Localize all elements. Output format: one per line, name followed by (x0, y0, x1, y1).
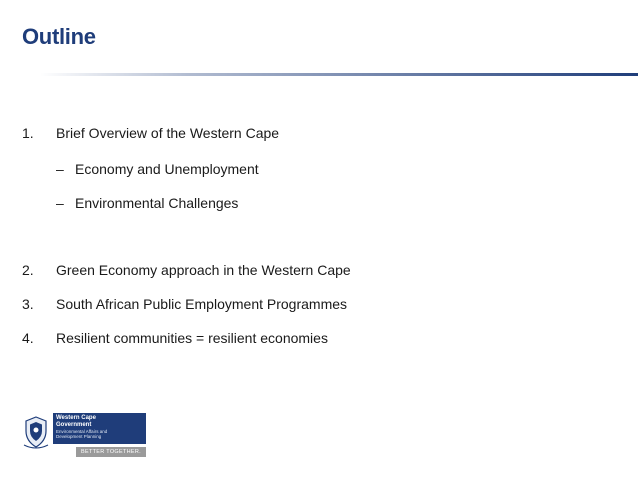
logo-department-line-2: Development Planning (56, 434, 102, 439)
title-divider (40, 73, 638, 76)
outline-item-number: 2. (22, 262, 34, 278)
subitem-dash: – (56, 161, 64, 177)
slide-title: Outline (22, 24, 96, 49)
outline-item-text: Brief Overview of the Western Cape (56, 125, 280, 141)
logo-tagline: BETTER TOGETHER. (76, 447, 146, 457)
outline-item-text: Green Economy approach in the Western Cape (56, 262, 351, 278)
western-cape-government-logo (22, 413, 152, 459)
outline-item-number: 3. (22, 296, 34, 312)
logo-department-line-1: Environmental Affairs and (56, 429, 108, 434)
outline-item-text: Resilient communities = resilient economies (56, 330, 328, 346)
outline-item-number: 4. (22, 330, 34, 346)
coat-of-arms-icon (22, 415, 50, 449)
logo-wordmark-box (53, 413, 146, 444)
subitem-text: Economy and Unemployment (75, 161, 259, 177)
outline-item-text: South African Public Employment Programmes (56, 296, 348, 312)
logo-name-line-2: Government (56, 421, 92, 428)
subitem-text: Environmental Challenges (75, 195, 239, 211)
outline-item-number: 1. (22, 125, 34, 141)
subitem-dash: – (56, 195, 64, 211)
logo-name-line-1: Western Cape (56, 415, 96, 421)
